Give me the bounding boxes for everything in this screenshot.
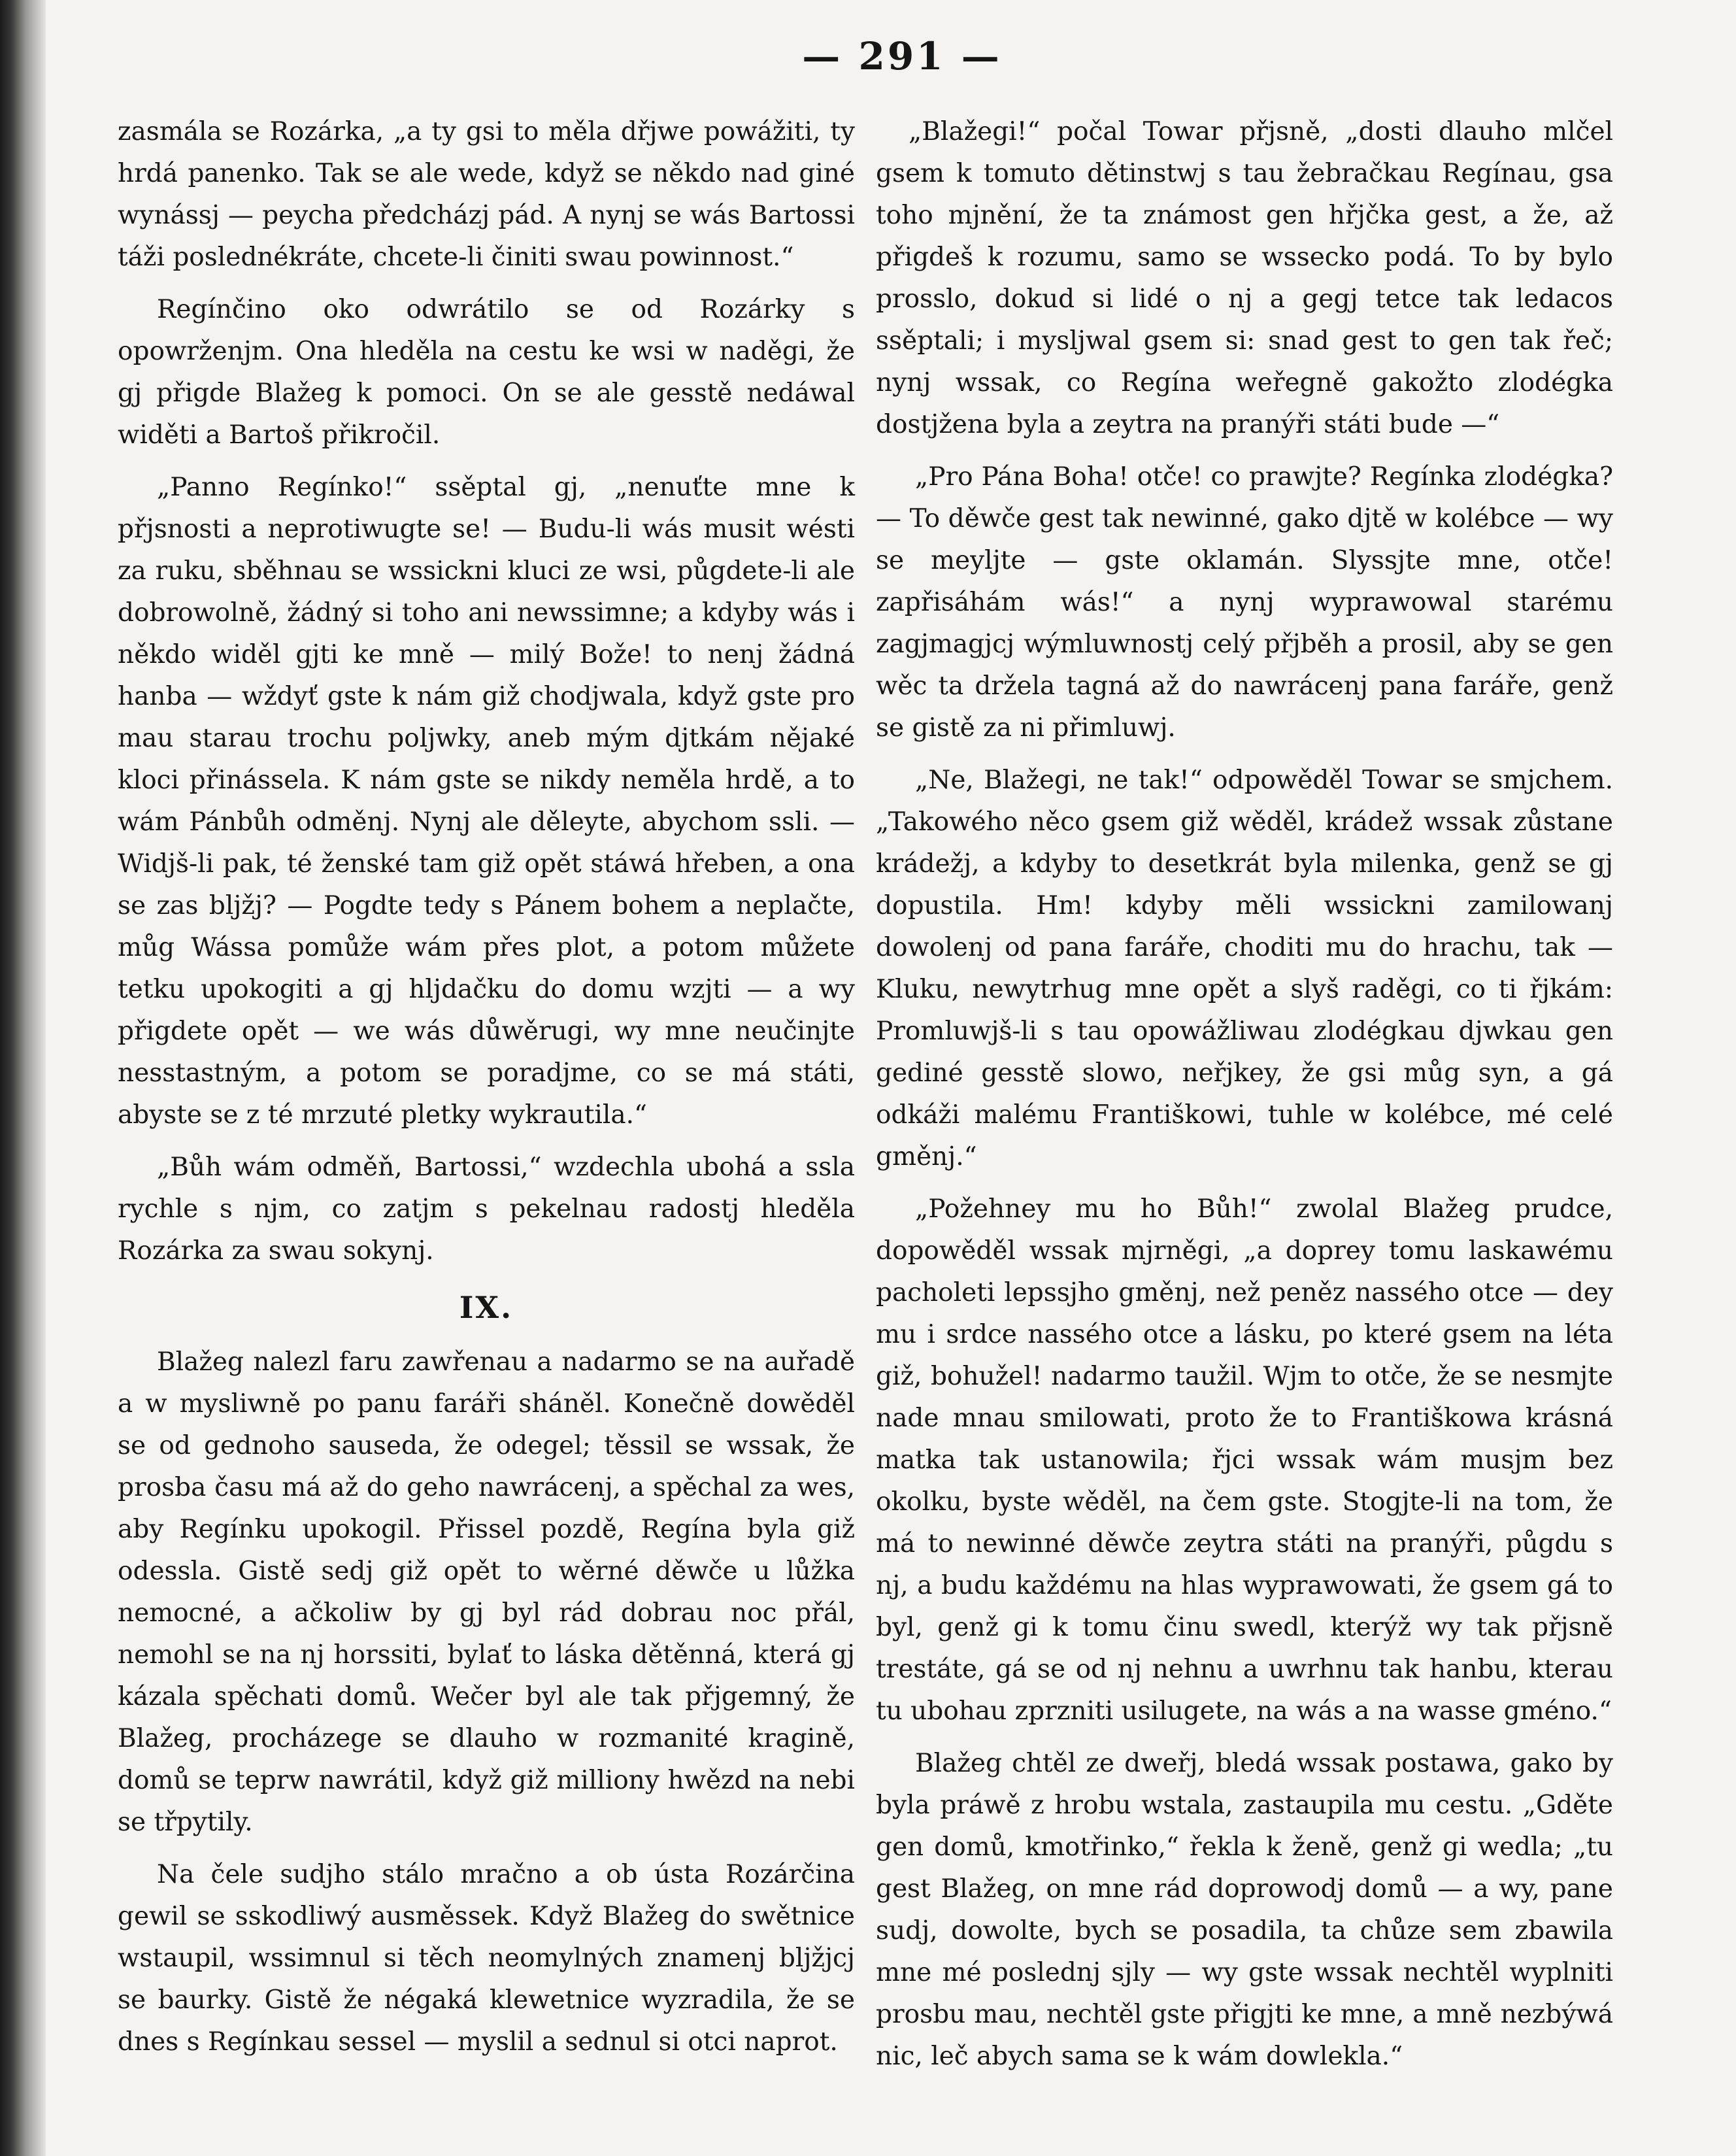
right-column (876, 111, 1613, 2088)
paragraph: „Bůh wám odměň, Bartossi,“ wzdechla ubohá a ssla rychle s njm, co zatjm s pekelnau radostj hleděla Rozárka za swau sokynj. (118, 1153, 855, 1266)
paragraph: „Panno Regínko!“ ssěptal gj, „nenuťte mne k přjsnosti a neprotiwugte se! — Budu-li wás musit wésti za ruku, sběhnau se wssickni kluci ze wsi, půgdete-li ale dobrowolně, žádný si toho ani newssimne; a kdyby wás i někdo widěl gjti ke mně — milý Bože! to nenj žádná hanba — wždyť gste k nám giž chodjwala, když gste pro mau starau trochu poljwky, aneb mým djtkám nějaké kloci přinássela. K nám gste se nikdy neměla hrdě, a to wám Pánbůh odměnj. Nynj ale děleyte, abychom ssli. — Widjš-li pak, té ženské tam giž opět stáwá hřeben, a ona se zas blјžj? — Pogdte tedy s Pánem bohem a neplačte, můg Wássa pomůže wám přes plot, a potom můžete tetku upokogiti a gj hljdačku do domu wzjti — a wy přigdete opět — we wás důwěrugi, wy mne neučinjte nesstastným, a potom se poradjme, co se má státi, abyste se z té mrzuté pletky wykrautila.“ (118, 473, 855, 1130)
paragraph: Na čele sudjho stálo mračno a ob ústa Rozárčina gewil se sskodliwý ausměssek. Když Blažeg do swětnice wstaupil, wssimnul si těch neomylných znamenj blјžjcj se baurky. Gistě že négaká klewetnice wyzradila, že se dnes s Regínkau sessel — myslil a sednul si otci naprot. (118, 1860, 855, 2057)
paragraph: Regínčino oko odwrátilo se od Rozárky s opowrženjm. Ona hleděla na cestu ke wsi w naděgi, že gj přigde Blažeg k pomoci. On se ale gesstě nedáwal widěti a Bartoš přikročil. (118, 295, 855, 450)
left-column (118, 111, 855, 2074)
paragraph: zasmála se Rozárka, „a ty gsi to měla dřjwe powážiti, ty hrdá panenko. Tak se ale wede, když se někdo nad giné wynássj — peycha předcházj pád. A nynj se wás Bartossi táži poslednékráte, chcete-li činiti swau powinnost.“ (118, 117, 855, 272)
page-number: — 291 — (802, 34, 1002, 78)
binding-shadow (0, 0, 46, 2156)
paragraph: „Blažegi!“ počal Towar přjsně, „dosti dlauho mlčel gsem k tomuto dětinstwj s tau žebračkau Regínau, gsa toho mjnění, že ta známost gen hřjčka gest, a že, až přigdeš k rozumu, samo se wssecko podá. To by bylo prosslo, dokud si lidé o nj a gegj tetce tak ledacos ssěptali; i myslјwal gsem si: snad gest to gen tak řeč; nynj wssak, co Regína weřegně gakožto zlodégka dostjžena byla a zeytra na pranýři státi bude —“ (876, 117, 1613, 439)
paragraph: Blažeg nalezl faru zawřenau a nadarmo se na auřadě a w myslіwně po panu faráři sháněl. Konečně dowěděl se od gednoho sauseda, že odegel; těssil se wssak, že prosba času má až do geho nawrácenj, a spěchal za wes, aby Regínku upokogil. Přissel pozdě, Regína byla giž odessla. Gistě sedj giž opět to wěrné děwče u lůžka nemocné, a ačkoliw by gj byl rád dobrau noc přál, nemohl se na nj horssiti, bylať to láska dětěnná, která gj kázala spěchati domů. Wečer byl ale tak přjgemný, že Blažeg, procházege se dlauho w rozmanité kragině, domů se teprw nawrátil, když giž milliony hwězd na nebi se třpytily. (118, 1347, 855, 1837)
paragraph: Blažeg chtěl ze dweřj, bledá wssak postawa, gako by byla práwě z hrobu wstala, zastaupila mu cestu. „Gděte gen domů, kmotřinko,“ řekla k ženě, genž gi wedla; „tu gest Blažeg, on mne rád doprowodj domů — a wy, pane sudj, dowolte, bych se posadila, ta chůze sem zbawila mne mé poslednj sjly — wy gste wssak nechtěl wyplniti prosbu mau, nechtěl gste přigjti ke mne, a mně nezbýwá nic, leč abych sama se k wám dowlekla.“ (876, 1749, 1613, 2071)
chapter-heading: IX. (459, 1290, 514, 1325)
paragraph: „Ne, Blažegi, ne tak!“ odpowěděl Towar se smjchem. „Takowého něco gsem giž wěděl, krádež wssak zůstane krádežj, a kdyby to desetkrát byla milenka, genž se gj dopustila. Hm! kdyby měli wssickni zamilowanj dowolenj od pana faráře, choditi mu do hrachu, tak — Kluku, newytrhug mne opět a slyš raděgi, co ti řjkám: Promluwjš-li s tau opowážliwau zlodégkau djwkau gen gediné gesstě slowo, neřjkey, že gsi můg syn, a gá odkáži malému Františkowi, tuhle w kolébce, mé celé gměnj.“ (876, 766, 1613, 1171)
paragraph: „Požehney mu ho Bůh!“ zwolal Blažeg prudce, dopowěděl wssak mjrněgi, „a doprey tomu laskawému pacholeti lepssјho gměnj, než peněz nassého otce — dey mu i srdce nassého otce a lásku, po které gsem na léta giž, bohužel! nadarmo taužil. Wjm to otče, že se nesmjte nade mnau smilowati, proto že to Františkowa krásná matka tak ustanowila; řjci wssak wám musјm bez okolku, byste wěděl, na čem gste. Stogjte-li na tom, že má to newinné děwče zeytra státi na pranýři, půgdu s nj, a budu každému na hlas wyprawowati, že gsem gá to byl, genž gi k tomu činu swedl, kterýž wy tak přjsně trestáte, gá se od nj nehnu a uwrhnu tak hanbu, kterau tu ubohau zprzniti usilugete, na wás a na wasse gméno.“ (876, 1194, 1613, 1726)
paragraph: „Pro Pána Boha! otče! co prawjte? Regínka zlodégka? — To děwče gest tak newinné, gako djtě w kolébce — wy se meylјte — gste oklamán. Slyssjte mne, otče! zapřisáhám wás!“ a nynj wyprawowal starému zagjmagjcj wýmluwnostj celý přjběh a prosil, aby se gen wěc ta držela tagná až do nawrácenj pana faráře, genž se gistě za ni přimluwj. (876, 462, 1613, 743)
